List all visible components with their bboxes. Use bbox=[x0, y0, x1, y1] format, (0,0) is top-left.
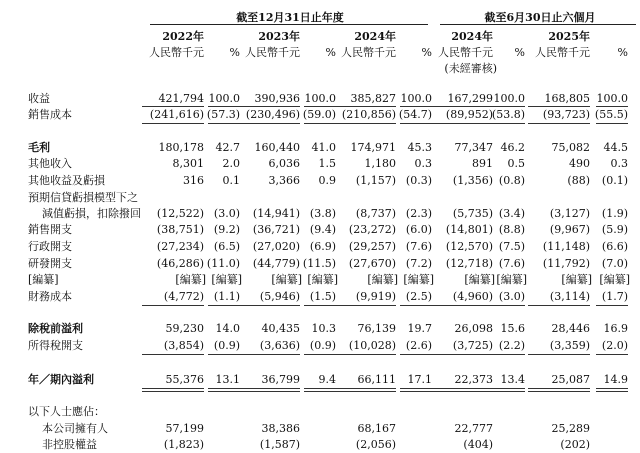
cell-percent: 14.9 bbox=[603, 373, 628, 386]
cell-percent: (7.5) bbox=[498, 240, 525, 253]
rule-subtotal bbox=[142, 123, 204, 124]
cell-percent: (9.2) bbox=[213, 223, 240, 236]
cell-amount: (89,952) bbox=[445, 108, 493, 121]
cell-percent: (2.6) bbox=[405, 339, 432, 352]
cell-amount: (210,856) bbox=[341, 108, 396, 121]
rule-subtotal bbox=[528, 354, 590, 355]
cell-percent: (3.4) bbox=[498, 207, 525, 220]
row-label: [編纂] bbox=[28, 273, 59, 286]
cell-percent: (54.7) bbox=[398, 108, 432, 121]
rule-total bbox=[400, 388, 432, 392]
cell-percent: (8.8) bbox=[498, 223, 525, 236]
rule-total bbox=[304, 388, 336, 392]
rule-subtotal bbox=[238, 354, 300, 355]
cell-amount: (12,522) bbox=[156, 207, 204, 220]
row-label: 非控股權益 bbox=[42, 438, 97, 451]
cell-percent: 19.7 bbox=[407, 322, 432, 335]
cell-amount: [編纂] bbox=[271, 273, 302, 286]
cell-amount: (10,028) bbox=[348, 339, 396, 352]
rule-total bbox=[431, 388, 493, 392]
row-label: 銷售成本 bbox=[28, 108, 72, 121]
cell-amount: 25,087 bbox=[551, 373, 590, 386]
cell-percent: 42.7 bbox=[215, 141, 240, 154]
cell-percent: (7.6) bbox=[498, 257, 525, 270]
cell-amount: (3,854) bbox=[163, 339, 204, 352]
rule-total bbox=[596, 388, 628, 392]
row-label: 收益 bbox=[28, 92, 50, 105]
cell-amount: (5,735) bbox=[452, 207, 493, 220]
cell-amount: (9,919) bbox=[355, 290, 396, 303]
header-group-annual: 截至12月31日止年度 bbox=[236, 11, 344, 24]
rule-subtotal bbox=[208, 123, 240, 124]
cell-amount: (27,670) bbox=[348, 257, 396, 270]
rule-subtotal bbox=[208, 354, 240, 355]
cell-amount: 6,036 bbox=[268, 157, 300, 170]
cell-amount: (1,356) bbox=[452, 174, 493, 187]
cell-percent: 9.4 bbox=[318, 373, 336, 386]
header-unit-rmb: 人民幣千元 bbox=[438, 46, 493, 59]
cell-percent: 100.0 bbox=[304, 92, 336, 105]
cell-amount: (9,967) bbox=[549, 223, 590, 236]
row-label: 研發開支 bbox=[28, 257, 72, 270]
cell-percent: 1.5 bbox=[318, 157, 336, 170]
rule-subtotal bbox=[208, 305, 240, 306]
cell-percent: [編纂] bbox=[496, 273, 527, 286]
cell-amount: [編纂] bbox=[561, 273, 592, 286]
rule-top bbox=[431, 106, 493, 107]
cell-amount: 40,435 bbox=[261, 322, 300, 335]
cell-percent: (1.9) bbox=[601, 207, 628, 220]
cell-amount: 3,366 bbox=[268, 174, 300, 187]
cell-amount: (241,616) bbox=[149, 108, 204, 121]
header-year: 2023年 bbox=[258, 30, 300, 43]
cell-percent: (9.4) bbox=[309, 223, 336, 236]
cell-amount: 160,440 bbox=[254, 141, 300, 154]
cell-percent: 10.3 bbox=[311, 322, 336, 335]
rule-top bbox=[334, 106, 396, 107]
cell-percent: (55.5) bbox=[594, 108, 628, 121]
cell-percent: 16.9 bbox=[603, 322, 628, 335]
cell-percent: 100.0 bbox=[596, 92, 628, 105]
cell-amount: (1,587) bbox=[259, 438, 300, 451]
cell-percent: (11.5) bbox=[302, 257, 336, 270]
row-label: 銷售開支 bbox=[28, 223, 72, 236]
cell-amount: (11,792) bbox=[542, 257, 590, 270]
cell-amount: 174,971 bbox=[350, 141, 396, 154]
cell-amount: (2,056) bbox=[355, 438, 396, 451]
rule-top bbox=[493, 106, 525, 107]
rule-subtotal bbox=[431, 354, 493, 355]
cell-percent: 13.4 bbox=[500, 373, 525, 386]
cell-percent: 0.9 bbox=[318, 174, 336, 187]
row-label: 除稅前溢利 bbox=[28, 322, 83, 335]
row-label: 財務成本 bbox=[28, 290, 72, 303]
cell-amount: 76,139 bbox=[357, 322, 396, 335]
cell-amount: (230,496) bbox=[245, 108, 300, 121]
cell-amount: 26,098 bbox=[454, 322, 493, 335]
cell-amount: 421,794 bbox=[158, 92, 204, 105]
cell-percent: (7.6) bbox=[405, 240, 432, 253]
rule-top bbox=[304, 106, 336, 107]
cell-amount: (1,823) bbox=[163, 438, 204, 451]
header-year: 2024年 bbox=[451, 30, 493, 43]
cell-percent: (6.6) bbox=[601, 240, 628, 253]
cell-percent: (53.8) bbox=[491, 108, 525, 121]
cell-percent: [編纂] bbox=[599, 273, 630, 286]
cell-amount: (8,737) bbox=[355, 207, 396, 220]
cell-percent: 45.3 bbox=[407, 141, 432, 154]
cell-amount: [編纂] bbox=[175, 273, 206, 286]
cell-amount: (12,718) bbox=[445, 257, 493, 270]
rule-total bbox=[334, 388, 396, 392]
cell-percent: 100.0 bbox=[400, 92, 432, 105]
rule-subtotal bbox=[304, 305, 336, 306]
cell-percent: 17.1 bbox=[407, 373, 432, 386]
cell-percent: (59.0) bbox=[302, 108, 336, 121]
cell-amount: 75,082 bbox=[551, 141, 590, 154]
rule-subtotal bbox=[400, 305, 432, 306]
cell-amount: (1,157) bbox=[355, 174, 396, 187]
cell-amount: 490 bbox=[569, 157, 590, 170]
header-group-interim: 截至6月30日止六個月 bbox=[484, 11, 596, 24]
cell-amount: (3,114) bbox=[549, 290, 590, 303]
cell-percent: (5.9) bbox=[601, 223, 628, 236]
cell-amount: [編纂] bbox=[464, 273, 495, 286]
header-year: 2022年 bbox=[162, 30, 204, 43]
row-label: 其他收入 bbox=[28, 157, 72, 170]
rule-subtotal bbox=[142, 354, 204, 355]
header-unit-pct: % bbox=[617, 46, 628, 59]
cell-amount: 57,199 bbox=[165, 422, 204, 435]
cell-amount: 1,180 bbox=[364, 157, 396, 170]
row-label: 行政開支 bbox=[28, 240, 72, 253]
rule-total bbox=[528, 388, 590, 392]
header-unit-rmb: 人民幣千元 bbox=[149, 46, 204, 59]
cell-amount: 8,301 bbox=[172, 157, 204, 170]
header-unit-pct: % bbox=[325, 46, 336, 59]
rule-top bbox=[400, 106, 432, 107]
cell-amount: 168,805 bbox=[544, 92, 590, 105]
header-year: 2025年 bbox=[548, 30, 590, 43]
header-unit-rmb: 人民幣千元 bbox=[341, 46, 396, 59]
rule-top bbox=[238, 106, 300, 107]
rule-subtotal bbox=[334, 354, 396, 355]
rule-subtotal bbox=[142, 305, 204, 306]
cell-amount: 316 bbox=[183, 174, 204, 187]
cell-percent: 44.5 bbox=[603, 141, 628, 154]
rule-subtotal bbox=[493, 305, 525, 306]
cell-percent: 100.0 bbox=[493, 92, 525, 105]
cell-amount: (38,751) bbox=[156, 223, 204, 236]
cell-percent: 0.3 bbox=[414, 157, 432, 170]
rule-subtotal bbox=[596, 123, 628, 124]
cell-amount: 385,827 bbox=[350, 92, 396, 105]
cell-percent: 0.5 bbox=[507, 157, 525, 170]
cell-percent: [編纂] bbox=[403, 273, 434, 286]
cell-percent: 0.3 bbox=[610, 157, 628, 170]
cell-percent: (7.2) bbox=[405, 257, 432, 270]
cell-amount: (5,946) bbox=[259, 290, 300, 303]
cell-amount: (14,801) bbox=[445, 223, 493, 236]
row-label: 本公司擁有人 bbox=[42, 422, 108, 435]
cell-amount: (404) bbox=[463, 438, 493, 451]
cell-percent: (2.0) bbox=[601, 339, 628, 352]
cell-percent: 13.1 bbox=[215, 373, 240, 386]
rule-subtotal bbox=[238, 123, 300, 124]
cell-amount: (27,020) bbox=[252, 240, 300, 253]
cell-amount: (12,570) bbox=[445, 240, 493, 253]
row-label: 所得稅開支 bbox=[28, 339, 83, 352]
rule-total bbox=[493, 388, 525, 392]
cell-amount: (93,723) bbox=[542, 108, 590, 121]
cell-amount: (3,359) bbox=[549, 339, 590, 352]
cell-amount: 68,167 bbox=[357, 422, 396, 435]
header-unit-rmb: 人民幣千元 bbox=[245, 46, 300, 59]
cell-amount: 167,299 bbox=[447, 92, 493, 105]
row-label: 其他收益及虧損 bbox=[28, 174, 105, 187]
cell-percent: (7.0) bbox=[601, 257, 628, 270]
cell-amount: 77,347 bbox=[454, 141, 493, 154]
cell-amount: 36,799 bbox=[261, 373, 300, 386]
rule-subtotal bbox=[304, 123, 336, 124]
cell-percent: (1.1) bbox=[213, 290, 240, 303]
row-label: 以下人士應佔： bbox=[28, 405, 105, 418]
cell-percent: (57.3) bbox=[206, 108, 240, 121]
cell-percent: (1.7) bbox=[601, 290, 628, 303]
cell-amount: 390,936 bbox=[254, 92, 300, 105]
cell-percent: 15.6 bbox=[500, 322, 525, 335]
cell-percent: (0.9) bbox=[213, 339, 240, 352]
cell-amount: 22,777 bbox=[454, 422, 493, 435]
cell-percent: (0.8) bbox=[498, 174, 525, 187]
cell-amount: (44,779) bbox=[252, 257, 300, 270]
cell-amount: 891 bbox=[472, 157, 493, 170]
cell-amount: (3,127) bbox=[549, 207, 590, 220]
cell-amount: 22,373 bbox=[454, 373, 493, 386]
cell-percent: 46.2 bbox=[500, 141, 525, 154]
rule-subtotal bbox=[334, 305, 396, 306]
cell-percent: (2.3) bbox=[405, 207, 432, 220]
rule-total bbox=[142, 388, 204, 392]
cell-amount: [編纂] bbox=[367, 273, 398, 286]
cell-percent: (11.0) bbox=[206, 257, 240, 270]
rule-subtotal bbox=[400, 354, 432, 355]
cell-amount: 55,376 bbox=[165, 373, 204, 386]
cell-amount: 38,386 bbox=[261, 422, 300, 435]
header-unit-rmb: 人民幣千元 bbox=[535, 46, 590, 59]
cell-amount: (36,721) bbox=[252, 223, 300, 236]
cell-amount: (14,941) bbox=[252, 207, 300, 220]
header-year: 2024年 bbox=[354, 30, 396, 43]
cell-amount: 66,111 bbox=[357, 373, 396, 386]
cell-percent: (2.2) bbox=[498, 339, 525, 352]
rule-subtotal bbox=[596, 354, 628, 355]
header-unaudited: (未經審核) bbox=[444, 62, 497, 75]
rule-top bbox=[142, 106, 204, 107]
rule-subtotal bbox=[334, 123, 396, 124]
cell-amount: (29,257) bbox=[348, 240, 396, 253]
cell-percent: [編纂] bbox=[307, 273, 338, 286]
cell-percent: 2.0 bbox=[222, 157, 240, 170]
cell-percent: (0.1) bbox=[601, 174, 628, 187]
header-unit-pct: % bbox=[421, 46, 432, 59]
rule-subtotal bbox=[431, 305, 493, 306]
cell-amount: (4,960) bbox=[452, 290, 493, 303]
cell-percent: 100.0 bbox=[208, 92, 240, 105]
cell-amount: (4,772) bbox=[163, 290, 204, 303]
rule-subtotal bbox=[238, 305, 300, 306]
rule-subtotal bbox=[528, 123, 590, 124]
cell-percent: 14.0 bbox=[215, 322, 240, 335]
cell-percent: (0.9) bbox=[309, 339, 336, 352]
header-group-interim-rule bbox=[440, 24, 636, 25]
row-label: 毛利 bbox=[28, 141, 50, 154]
rule-top bbox=[528, 106, 590, 107]
cell-amount: 180,178 bbox=[158, 141, 204, 154]
rule-subtotal bbox=[493, 123, 525, 124]
rule-total bbox=[238, 388, 300, 392]
rule-total bbox=[208, 388, 240, 392]
rule-top bbox=[596, 106, 628, 107]
cell-percent: (6.0) bbox=[405, 223, 432, 236]
cell-percent: (1.5) bbox=[309, 290, 336, 303]
cell-percent: (0.3) bbox=[405, 174, 432, 187]
cell-percent: (2.5) bbox=[405, 290, 432, 303]
cell-percent: [編纂] bbox=[211, 273, 242, 286]
cell-amount: (46,286) bbox=[156, 257, 204, 270]
row-label: 預期信貸虧損模型下之 bbox=[28, 191, 138, 204]
cell-percent: (3.0) bbox=[498, 290, 525, 303]
rule-subtotal bbox=[493, 354, 525, 355]
cell-percent: (6.9) bbox=[309, 240, 336, 253]
rule-top bbox=[208, 106, 240, 107]
cell-percent: 0.1 bbox=[222, 174, 240, 187]
rule-subtotal bbox=[431, 123, 493, 124]
rule-subtotal bbox=[596, 305, 628, 306]
cell-amount: (3,636) bbox=[259, 339, 300, 352]
cell-amount: (202) bbox=[560, 438, 590, 451]
cell-amount: (3,725) bbox=[452, 339, 493, 352]
rule-subtotal bbox=[528, 305, 590, 306]
cell-amount: (27,234) bbox=[156, 240, 204, 253]
header-group-annual-rule bbox=[150, 24, 428, 25]
cell-percent: (3.0) bbox=[213, 207, 240, 220]
cell-amount: 28,446 bbox=[551, 322, 590, 335]
cell-percent: 41.0 bbox=[311, 141, 336, 154]
cell-percent: (3.8) bbox=[309, 207, 336, 220]
cell-percent: (6.5) bbox=[213, 240, 240, 253]
cell-amount: (11,148) bbox=[542, 240, 590, 253]
cell-amount: (23,272) bbox=[348, 223, 396, 236]
rule-subtotal bbox=[400, 123, 432, 124]
row-label: 年／期內溢利 bbox=[28, 373, 94, 386]
header-unit-pct: % bbox=[229, 46, 240, 59]
cell-amount: 25,289 bbox=[551, 422, 590, 435]
cell-amount: 59,230 bbox=[165, 322, 204, 335]
rule-subtotal bbox=[304, 354, 336, 355]
cell-amount: (88) bbox=[567, 174, 590, 187]
row-label: 減值虧損，扣除撥回 bbox=[42, 207, 141, 220]
header-unit-pct: % bbox=[514, 46, 525, 59]
